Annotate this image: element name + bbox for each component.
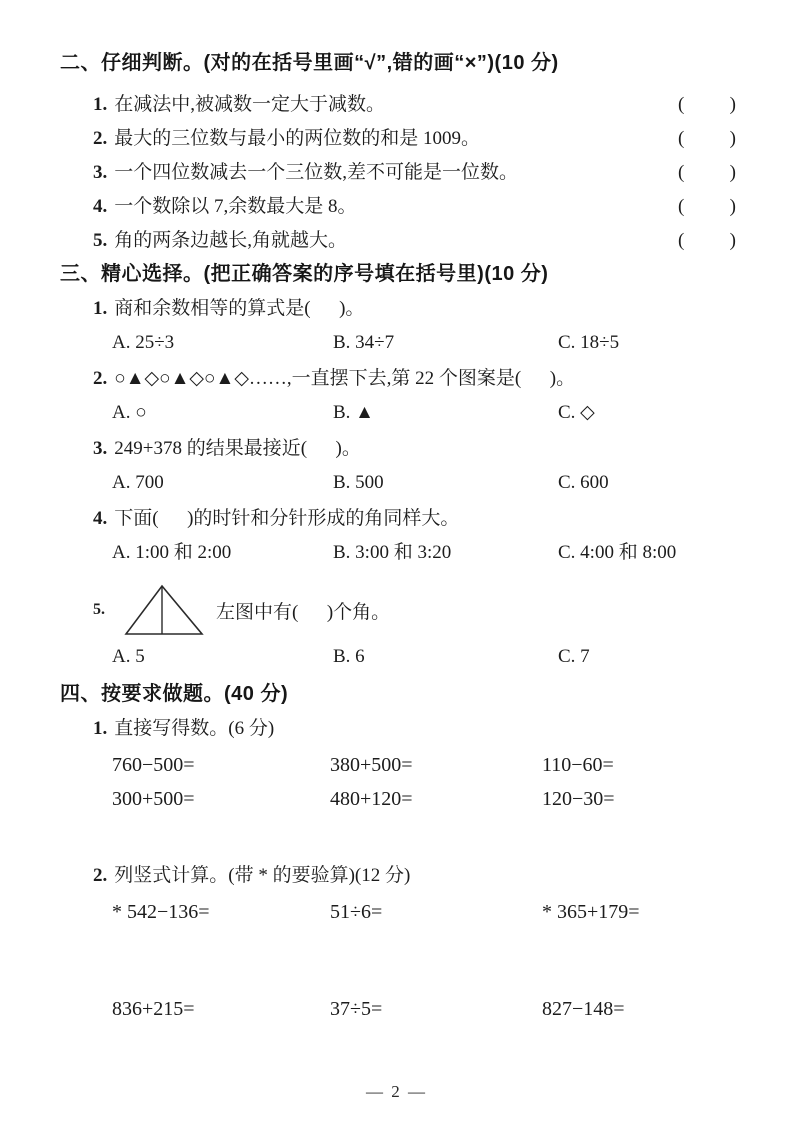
judge-question-5 bbox=[60, 224, 738, 257]
math-expression: 827−148= bbox=[542, 998, 625, 1020]
math-expression: 51÷6= bbox=[330, 901, 383, 923]
section-work bbox=[60, 679, 738, 1026]
direct-calc-row-1 bbox=[60, 749, 738, 782]
question-number: 3. bbox=[93, 438, 108, 459]
subsection-number: 1. bbox=[93, 718, 108, 739]
math-expression: * 365+179= bbox=[542, 901, 640, 923]
direct-calc-title bbox=[60, 715, 738, 743]
question-text: 249+378 的结果最接近( )。 bbox=[114, 438, 361, 459]
choice-question-1-options bbox=[60, 329, 738, 357]
option-b: B. 3:00 和 3:20 bbox=[333, 542, 452, 563]
question-number: 3. bbox=[93, 162, 108, 183]
option-c: C. 7 bbox=[558, 646, 590, 667]
answer-blank bbox=[678, 122, 736, 155]
math-expression: 760−500= bbox=[112, 754, 195, 776]
close-paren: ) bbox=[729, 128, 736, 149]
option-c: C. 4:00 和 8:00 bbox=[558, 542, 677, 563]
question-text: 商和余数相等的算式是( )。 bbox=[114, 298, 365, 319]
option-b: B. ▲ bbox=[333, 402, 374, 423]
judge-question-1 bbox=[60, 88, 738, 121]
option-a: A. 25÷3 bbox=[112, 332, 175, 353]
direct-calc-problems bbox=[60, 749, 738, 816]
option-c: C. ◇ bbox=[558, 402, 595, 423]
choice-question-3 bbox=[60, 435, 738, 463]
option-c: C. 18÷5 bbox=[558, 332, 620, 353]
question-number: 5. bbox=[93, 601, 105, 618]
subsection-number: 2. bbox=[93, 865, 108, 886]
page-number: — 2 — bbox=[366, 1082, 427, 1101]
question-text: 一个数除以 7,余数最大是 8。 bbox=[114, 196, 357, 217]
question-text: 左图中有( )个角。 bbox=[216, 601, 391, 623]
close-paren: ) bbox=[729, 230, 736, 251]
choice-question-3-options bbox=[60, 469, 738, 497]
math-expression: 836+215= bbox=[112, 998, 195, 1020]
option-b: B. 34÷7 bbox=[333, 332, 395, 353]
judge-question-4 bbox=[60, 190, 738, 223]
open-paren: ( bbox=[678, 94, 685, 115]
vertical-calc-row-1 bbox=[60, 896, 738, 929]
question-text: 一个四位数减去一个三位数,差不可能是一位数。 bbox=[114, 162, 519, 183]
section-judge bbox=[60, 48, 738, 257]
subsection-title-text: 列竖式计算。(带 * 的要验算)(12 分) bbox=[114, 865, 411, 886]
vertical-calc-problems bbox=[60, 896, 738, 1026]
math-expression: 480+120= bbox=[330, 788, 413, 810]
question-text: 下面( )的时针和分针形成的角同样大。 bbox=[114, 508, 460, 529]
choice-question-1 bbox=[60, 295, 738, 323]
close-paren: ) bbox=[729, 94, 736, 115]
section-judge-heading: 二、仔细判断。(对的在括号里画“√”,错的画“×”)(10 分) bbox=[60, 52, 559, 74]
answer-blank bbox=[678, 88, 736, 121]
answer-blank bbox=[678, 224, 736, 257]
math-expression: 37÷5= bbox=[330, 998, 383, 1020]
subsection-title-text: 直接写得数。(6 分) bbox=[114, 718, 275, 739]
question-number: 1. bbox=[93, 94, 108, 115]
close-paren: ) bbox=[729, 196, 736, 217]
question-number: 5. bbox=[93, 230, 108, 251]
answer-blank bbox=[678, 156, 736, 189]
question-text: 在减法中,被减数一定大于减数。 bbox=[114, 94, 386, 115]
math-expression: 120−30= bbox=[542, 788, 615, 810]
open-paren: ( bbox=[678, 230, 685, 251]
math-expression: 110−60= bbox=[542, 754, 614, 776]
open-paren: ( bbox=[678, 128, 685, 149]
math-expression: 300+500= bbox=[112, 788, 195, 810]
choice-question-5 bbox=[60, 583, 738, 637]
option-a: A. 1:00 和 2:00 bbox=[112, 542, 232, 563]
option-b: B. 500 bbox=[333, 472, 384, 493]
question-number: 4. bbox=[93, 508, 108, 529]
question-text: 角的两条边越长,角就越大。 bbox=[114, 230, 348, 251]
triangle-figure bbox=[122, 583, 206, 637]
question-number: 4. bbox=[93, 196, 108, 217]
math-expression: 380+500= bbox=[330, 754, 413, 776]
judge-question-3 bbox=[60, 156, 738, 189]
choice-question-4-options bbox=[60, 539, 738, 567]
option-b: B. 6 bbox=[333, 646, 365, 667]
choice-question-4 bbox=[60, 505, 738, 533]
section-work-heading: 四、按要求做题。(40 分) bbox=[60, 683, 289, 705]
option-a: A. ○ bbox=[112, 402, 147, 423]
section-choice-heading: 三、精心选择。(把正确答案的序号填在括号里)(10 分) bbox=[60, 263, 549, 285]
section-choice bbox=[60, 259, 738, 671]
vertical-calc-row-2 bbox=[60, 993, 738, 1026]
close-paren: ) bbox=[729, 162, 736, 183]
option-a: A. 5 bbox=[112, 646, 145, 667]
question-number: 2. bbox=[93, 128, 108, 149]
open-paren: ( bbox=[678, 162, 685, 183]
option-a: A. 700 bbox=[112, 472, 164, 493]
vertical-calc-title bbox=[60, 862, 738, 890]
question-number: 1. bbox=[93, 298, 108, 319]
choice-question-5-options bbox=[60, 643, 738, 671]
direct-calc-row-2 bbox=[60, 783, 738, 816]
open-paren: ( bbox=[678, 196, 685, 217]
judge-question-2 bbox=[60, 122, 738, 155]
choice-question-2 bbox=[60, 365, 738, 393]
choice-question-2-options bbox=[60, 399, 738, 427]
judge-list bbox=[60, 88, 738, 257]
question-number: 2. bbox=[93, 368, 108, 389]
question-text: ○▲◇○▲◇○▲◇……,一直摆下去,第 22 个图案是( )。 bbox=[114, 368, 576, 389]
answer-blank bbox=[678, 190, 736, 223]
option-c: C. 600 bbox=[558, 472, 609, 493]
question-text: 最大的三位数与最小的两位数的和是 1009。 bbox=[114, 128, 481, 149]
math-expression: * 542−136= bbox=[112, 901, 210, 923]
